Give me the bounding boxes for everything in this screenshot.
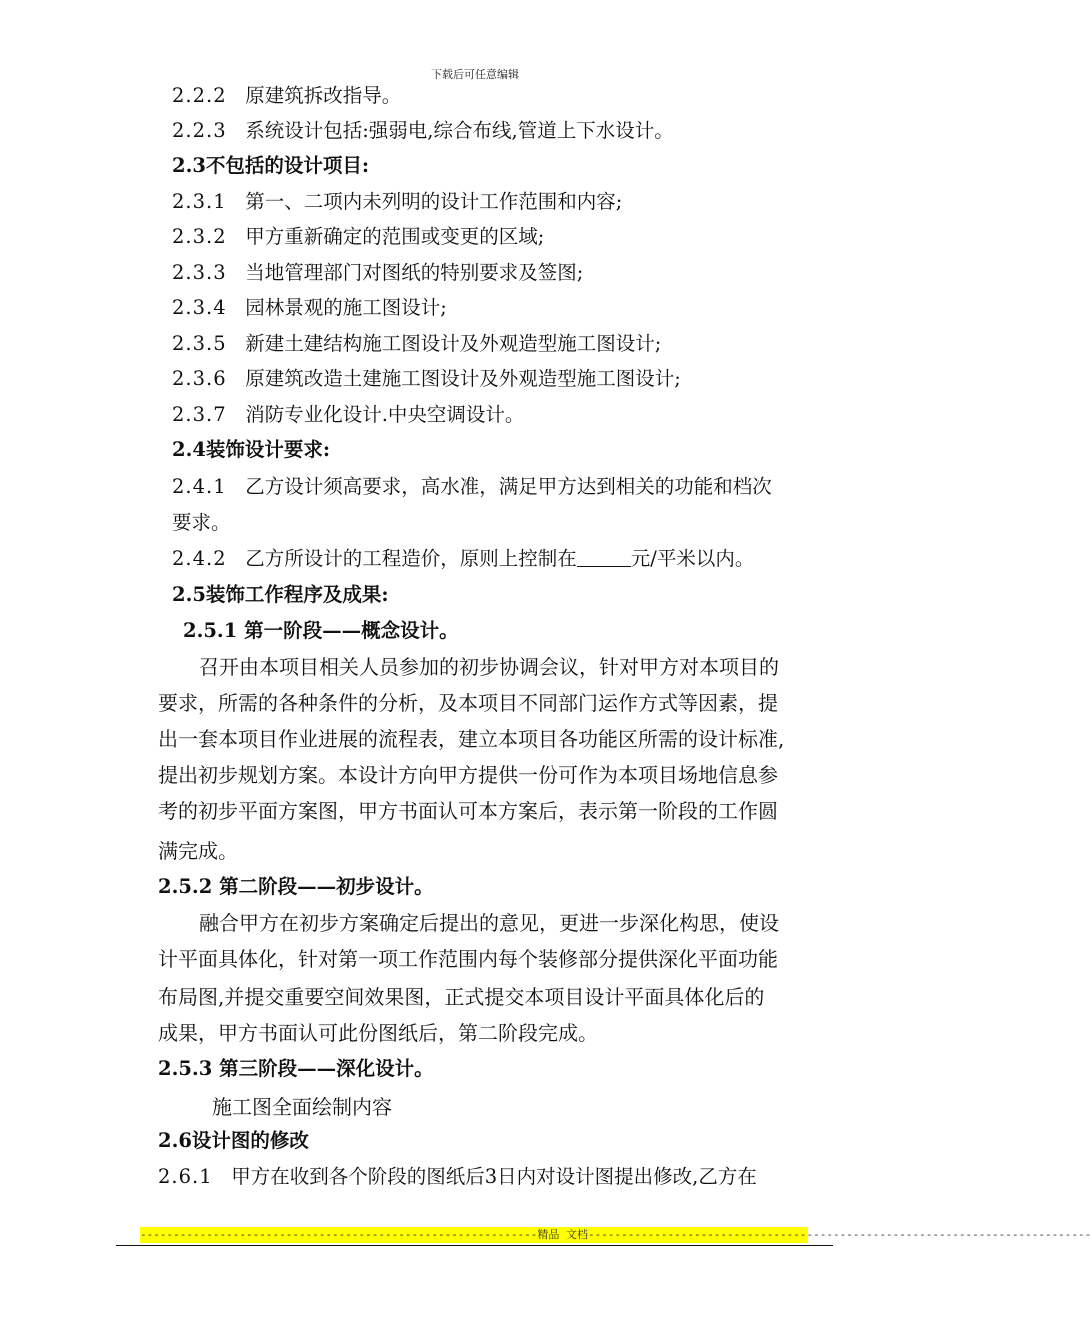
footer-divider: [116, 1245, 833, 1246]
item-2-4-1: [172, 474, 772, 500]
item-number: 2.3.6: [172, 367, 227, 390]
item-number: 2.4.1: [172, 475, 227, 498]
section-heading-2-3: 2.3不包括的设计项目:: [172, 154, 370, 177]
item-2-2-3: [172, 118, 674, 144]
item-2-4-2: [172, 546, 754, 572]
section-heading-2-5: 2.5装饰工作程序及成果:: [172, 583, 389, 606]
subsection-heading-2-5-2: 2.5.2 第二阶段——初步设计。: [158, 875, 434, 898]
item-number: 2.3.1: [172, 190, 227, 213]
paragraph-line: 成果，甲方书面认可此份图纸后，第二阶段完成。: [158, 1021, 598, 1045]
item-text: 原建筑拆改指导。: [245, 84, 402, 107]
item-text: 系统设计包括:强弱电,综合布线,管道上下水设计。: [245, 119, 674, 142]
item-2-3-4: [172, 295, 447, 321]
paragraph-line: 出一套本项目作业进展的流程表，建立本项目各功能区所需的设计标准,: [158, 727, 785, 751]
item-2-3-7: [172, 402, 524, 428]
footer-dashes-right: ----------------------------------------------------------------------------: [587, 1228, 1091, 1241]
item-text: 第一、二项内未列明的设计工作范围和内容;: [245, 190, 623, 213]
section-heading-2-4: 2.4装饰设计要求:: [172, 438, 331, 461]
paragraph-line: 布局图,并提交重要空间效果图，正式提交本项目设计平面具体化后的: [158, 985, 765, 1009]
paragraph-line: 融合甲方在初步方案确定后提出的意见，更进一步深化构思，使设: [199, 911, 779, 935]
item-number: 2.3.4: [172, 296, 227, 319]
item-2-2-2: [172, 83, 401, 109]
cost-blank-field: [577, 548, 631, 567]
item-text: 当地管理部门对图纸的特别要求及签图;: [245, 261, 584, 284]
item-2-3-1: [172, 189, 622, 215]
paragraph-line: 召开由本项目相关人员参加的初步协调会议，针对甲方对本项目的: [199, 655, 779, 679]
item-number: 2.3.3: [172, 261, 227, 284]
item-2-3-3: [172, 260, 583, 286]
paragraph-line: 要求，所需的各种条件的分析，及本项目不同部门运作方式等因素，提: [158, 691, 778, 715]
item-text: 甲方重新确定的范围或变更的区域;: [245, 225, 545, 248]
footer-dashes-left: ------------------------------------------------------------: [140, 1228, 538, 1241]
item-number: 2.3.7: [172, 403, 227, 426]
item-text: 消防专业化设计.中央空调设计。: [245, 403, 525, 426]
item-text: 园林景观的施工图设计;: [245, 296, 447, 319]
item-number: 2.6.1: [158, 1165, 213, 1188]
item-text: 新建土建结构施工图设计及外观造型施工图设计;: [245, 332, 662, 355]
item-number: 2.4.2: [172, 547, 227, 570]
item-text-suffix: 元/平米以内。: [630, 547, 755, 570]
subsection-heading-2-5-3: 2.5.3 第三阶段——深化设计。: [158, 1057, 434, 1080]
paragraph-line: 计平面具体化，针对第一项工作范围内每个装修部分提供深化平面功能: [158, 947, 778, 971]
item-text: 原建筑改造土建施工图设计及外观造型施工图设计;: [245, 367, 681, 390]
item-number: 2.2.2: [172, 84, 227, 107]
item-number: 2.3.2: [172, 225, 227, 248]
item-text: 乙方所设计的工程造价，原则上控制在: [245, 547, 577, 570]
paragraph-line: 满完成。: [158, 839, 238, 863]
section-heading-2-6: 2.6设计图的修改: [158, 1129, 309, 1152]
item-2-3-5: [172, 331, 661, 357]
footer-banner: [140, 1227, 1091, 1243]
page-header-note: 下载后可任意编辑: [431, 68, 519, 81]
item-text: 乙方设计须高要求，高水准，满足甲方达到相关的功能和档次: [245, 475, 772, 498]
item-number: 2.3.5: [172, 332, 227, 355]
item-2-3-6: [172, 366, 681, 392]
item-number: 2.2.3: [172, 119, 227, 142]
paragraph-line: 施工图全面绘制内容: [212, 1095, 392, 1119]
item-2-3-2: [172, 224, 544, 250]
item-2-4-1-continued: 要求。: [172, 511, 231, 534]
paragraph-line: 提出初步规划方案。本设计方向甲方提供一份可作为本项目场地信息参: [158, 763, 778, 787]
item-text: 甲方在收到各个阶段的图纸后3日内对设计图提出修改,乙方在: [231, 1165, 757, 1188]
footer-label: 精品 文档: [537, 1228, 588, 1241]
paragraph-line: 考的初步平面方案图，甲方书面认可本方案后，表示第一阶段的工作圆: [158, 799, 778, 823]
item-2-6-1: [158, 1164, 757, 1190]
subsection-heading-2-5-1: 2.5.1 第一阶段——概念设计。: [183, 619, 459, 642]
